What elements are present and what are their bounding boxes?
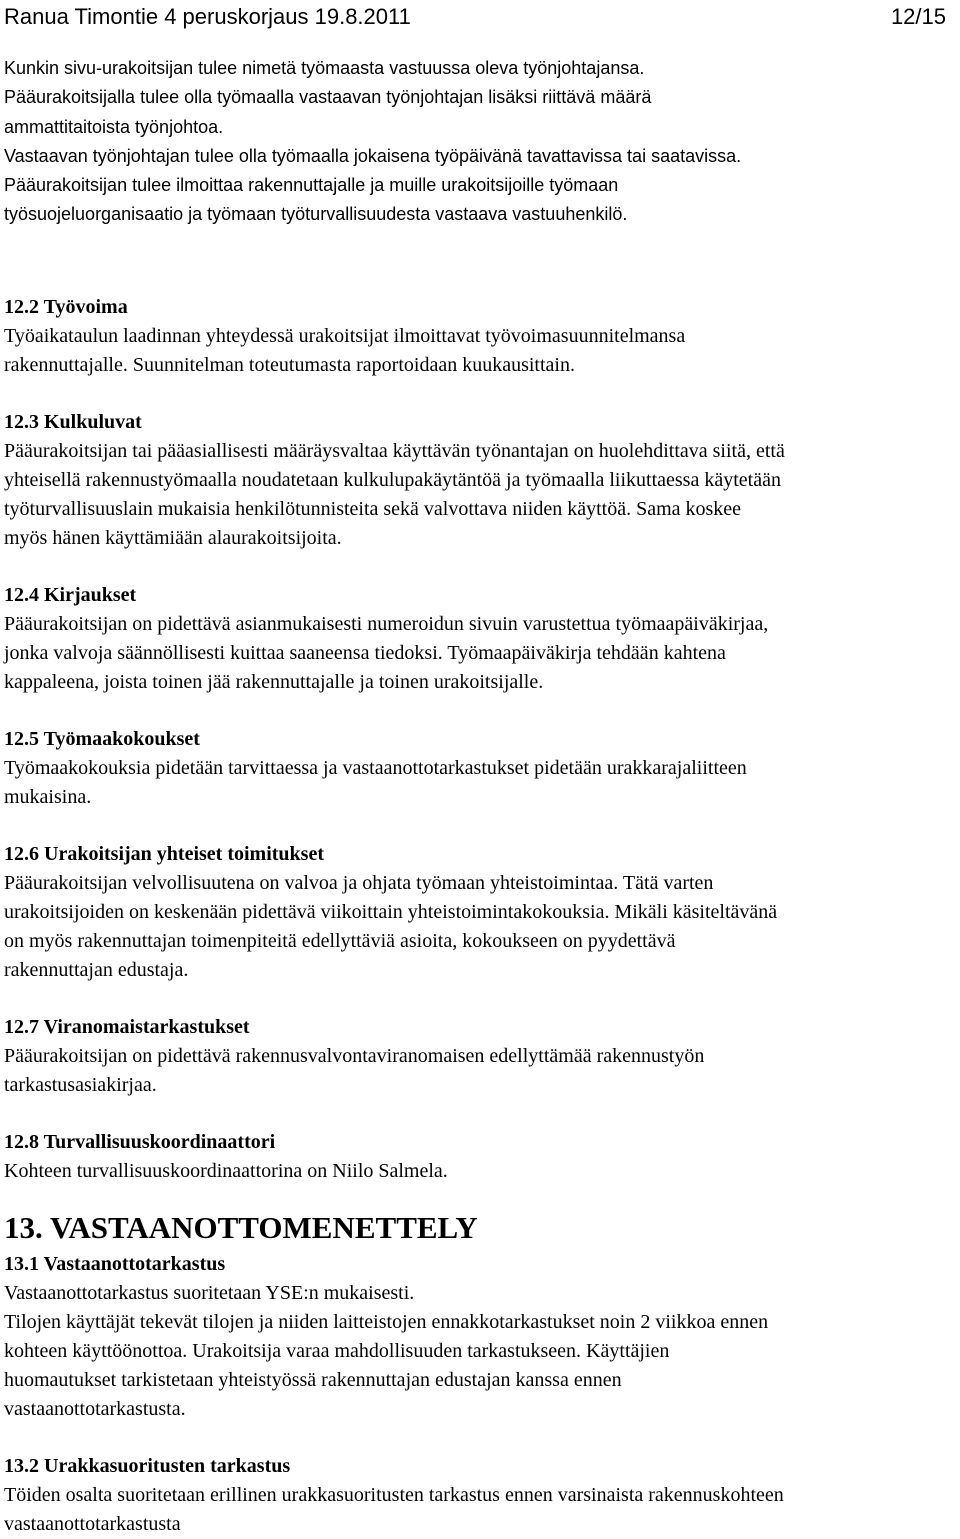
section-heading: 12.6 Urakoitsijan yhteiset toimitukset (4, 842, 324, 865)
section-heading: 12.7 Viranomaistarkastukset (4, 1015, 250, 1038)
intro-block (4, 54, 956, 230)
body-line: yhteisellä rakennustyömaalla noudatetaan kulkulupakäytäntöä ja työmaalla liikuttaessa käytetään (4, 468, 781, 491)
intro-line: Pääurakoitsijalla tulee olla työmaalla vastaavan työnjohtajan lisäksi riittävä määrä (4, 87, 652, 108)
section-12-7 (4, 1013, 956, 1100)
body-line: Pääurakoitsijan on pidettävä asianmukaisesti numeroidun sivuin varustettua työmaapäiväkirjaa, (4, 612, 769, 635)
section-13-2 (4, 1452, 956, 1539)
body-line: myös hänen käyttämiään alaurakoitsijoita. (4, 526, 342, 549)
intro-line: ammattitaitoista työnjohtoa. (4, 116, 224, 137)
body-line: Vastaanottotarkastus suoritetaan YSE:n mukaisesti. (4, 1281, 415, 1304)
body-line: kappaleena, joista toinen jää rakennuttajalle ja toinen urakoitsijalle. (4, 670, 544, 693)
body-line: jonka valvoja säännöllisesti kuittaa saaneensa tiedoksi. Työmaapäiväkirja tehdään kahtena (4, 641, 726, 664)
section-heading: 12.4 Kirjaukset (4, 583, 137, 606)
section-12-2 (4, 293, 956, 380)
section-12-3 (4, 408, 956, 553)
body-line: rakennuttajalle. Suunnitelman toteutumasta raportoidaan kuukausittain. (4, 353, 575, 376)
body-line: tarkastusasiakirjaa. (4, 1073, 157, 1096)
intro-line: työsuojeluorganisaatio ja työmaan työturvallisuudesta vastaava vastuuhenkilö. (4, 204, 628, 225)
intro-line: Pääurakoitsijan tulee ilmoittaa rakennuttajalle ja muille urakoitsijoille työmaan (4, 175, 619, 196)
body-line: Tilojen käyttäjät tekevät tilojen ja niiden laitteistojen ennakkotarkastukset noin 2 viikkoa ennen (4, 1310, 769, 1333)
body-line: vastaanottotarkastusta (4, 1512, 181, 1535)
section-12-5 (4, 725, 956, 812)
section-heading: 12.3 Kulkuluvat (4, 410, 142, 433)
chapter-heading: 13. VASTAANOTTOMENETTELY (4, 1209, 478, 1245)
body-line: työturvallisuuslain mukaisia henkilötunnisteita sekä valvottava niiden käyttöä. Sama koskee (4, 497, 742, 520)
section-12-8 (4, 1128, 956, 1186)
page-content (0, 38, 960, 1539)
body-line: Pääurakoitsijan tai pääasiallisesti määräysvaltaa käyttävän työnantajan on huolehdittava siitä, että (4, 439, 785, 462)
page-header (0, 0, 960, 38)
body-line: Kohteen turvallisuuskoordinaattorina on Niilo Salmela. (4, 1159, 448, 1182)
body-line: Töiden osalta suoritetaan erillinen urakkasuoritusten tarkastus ennen varsinaista rakennuskohteen (4, 1483, 784, 1506)
section-heading: 13.1 Vastaanottotarkastus (4, 1252, 226, 1275)
body-line: kohteen käyttöönottoa. Urakoitsija varaa mahdollisuuden tarkastukseen. Käyttäjien (4, 1339, 670, 1362)
page-number: 12/15 (890, 4, 946, 29)
section-heading: 12.8 Turvallisuuskoordinaattori (4, 1130, 276, 1153)
body-line: on myös rakennuttajan toimenpiteitä edellyttäviä asioita, kokoukseen on pyydettävä (4, 929, 676, 952)
body-line: Pääurakoitsijan on pidettävä rakennusvalvontaviranomaisen edellyttämää rakennustyön (4, 1044, 705, 1067)
body-line: Pääurakoitsijan velvollisuutena on valvoa ja ohjata työmaan yhteistoimintaa. Tätä varten (4, 871, 714, 894)
body-line: huomautukset tarkistetaan yhteistyössä rakennuttajan edustajan kanssa ennen (4, 1368, 622, 1391)
section-13-1 (4, 1250, 956, 1424)
body-line: mukaisina. (4, 785, 92, 808)
body-line: Työaikataulun laadinnan yhteydessä urakoitsijat ilmoittavat työvoimasuunnitelmansa (4, 324, 686, 347)
body-line: urakoitsijoiden on keskenään pidettävä viikoittain yhteistoimintakokouksia. Mikäli käsiteltävänä (4, 900, 778, 923)
section-heading: 12.5 Työmaakokoukset (4, 727, 200, 750)
intro-line: Kunkin sivu-urakoitsijan tulee nimetä työmaasta vastuussa oleva työnjohtajansa. (4, 58, 645, 78)
section-heading: 12.2 Työvoima (4, 295, 128, 318)
body-line: rakennuttajan edustaja. (4, 958, 189, 981)
body-line: Työmaakokouksia pidetään tarvittaessa ja vastaanottotarkastukset pidetään urakkarajaliitteen (4, 756, 747, 779)
section-heading: 13.2 Urakkasuoritusten tarkastus (4, 1454, 291, 1477)
section-12-6 (4, 840, 956, 985)
document-title: Ranua Timontie 4 peruskorjaus 19.8.2011 (4, 4, 411, 29)
intro-line: Vastaavan työnjohtajan tulee olla työmaalla jokaisena työpäivänä tavattavissa tai saatavissa. (4, 145, 742, 166)
body-line: vastaanottotarkastusta. (4, 1397, 186, 1420)
section-12-4 (4, 581, 956, 697)
